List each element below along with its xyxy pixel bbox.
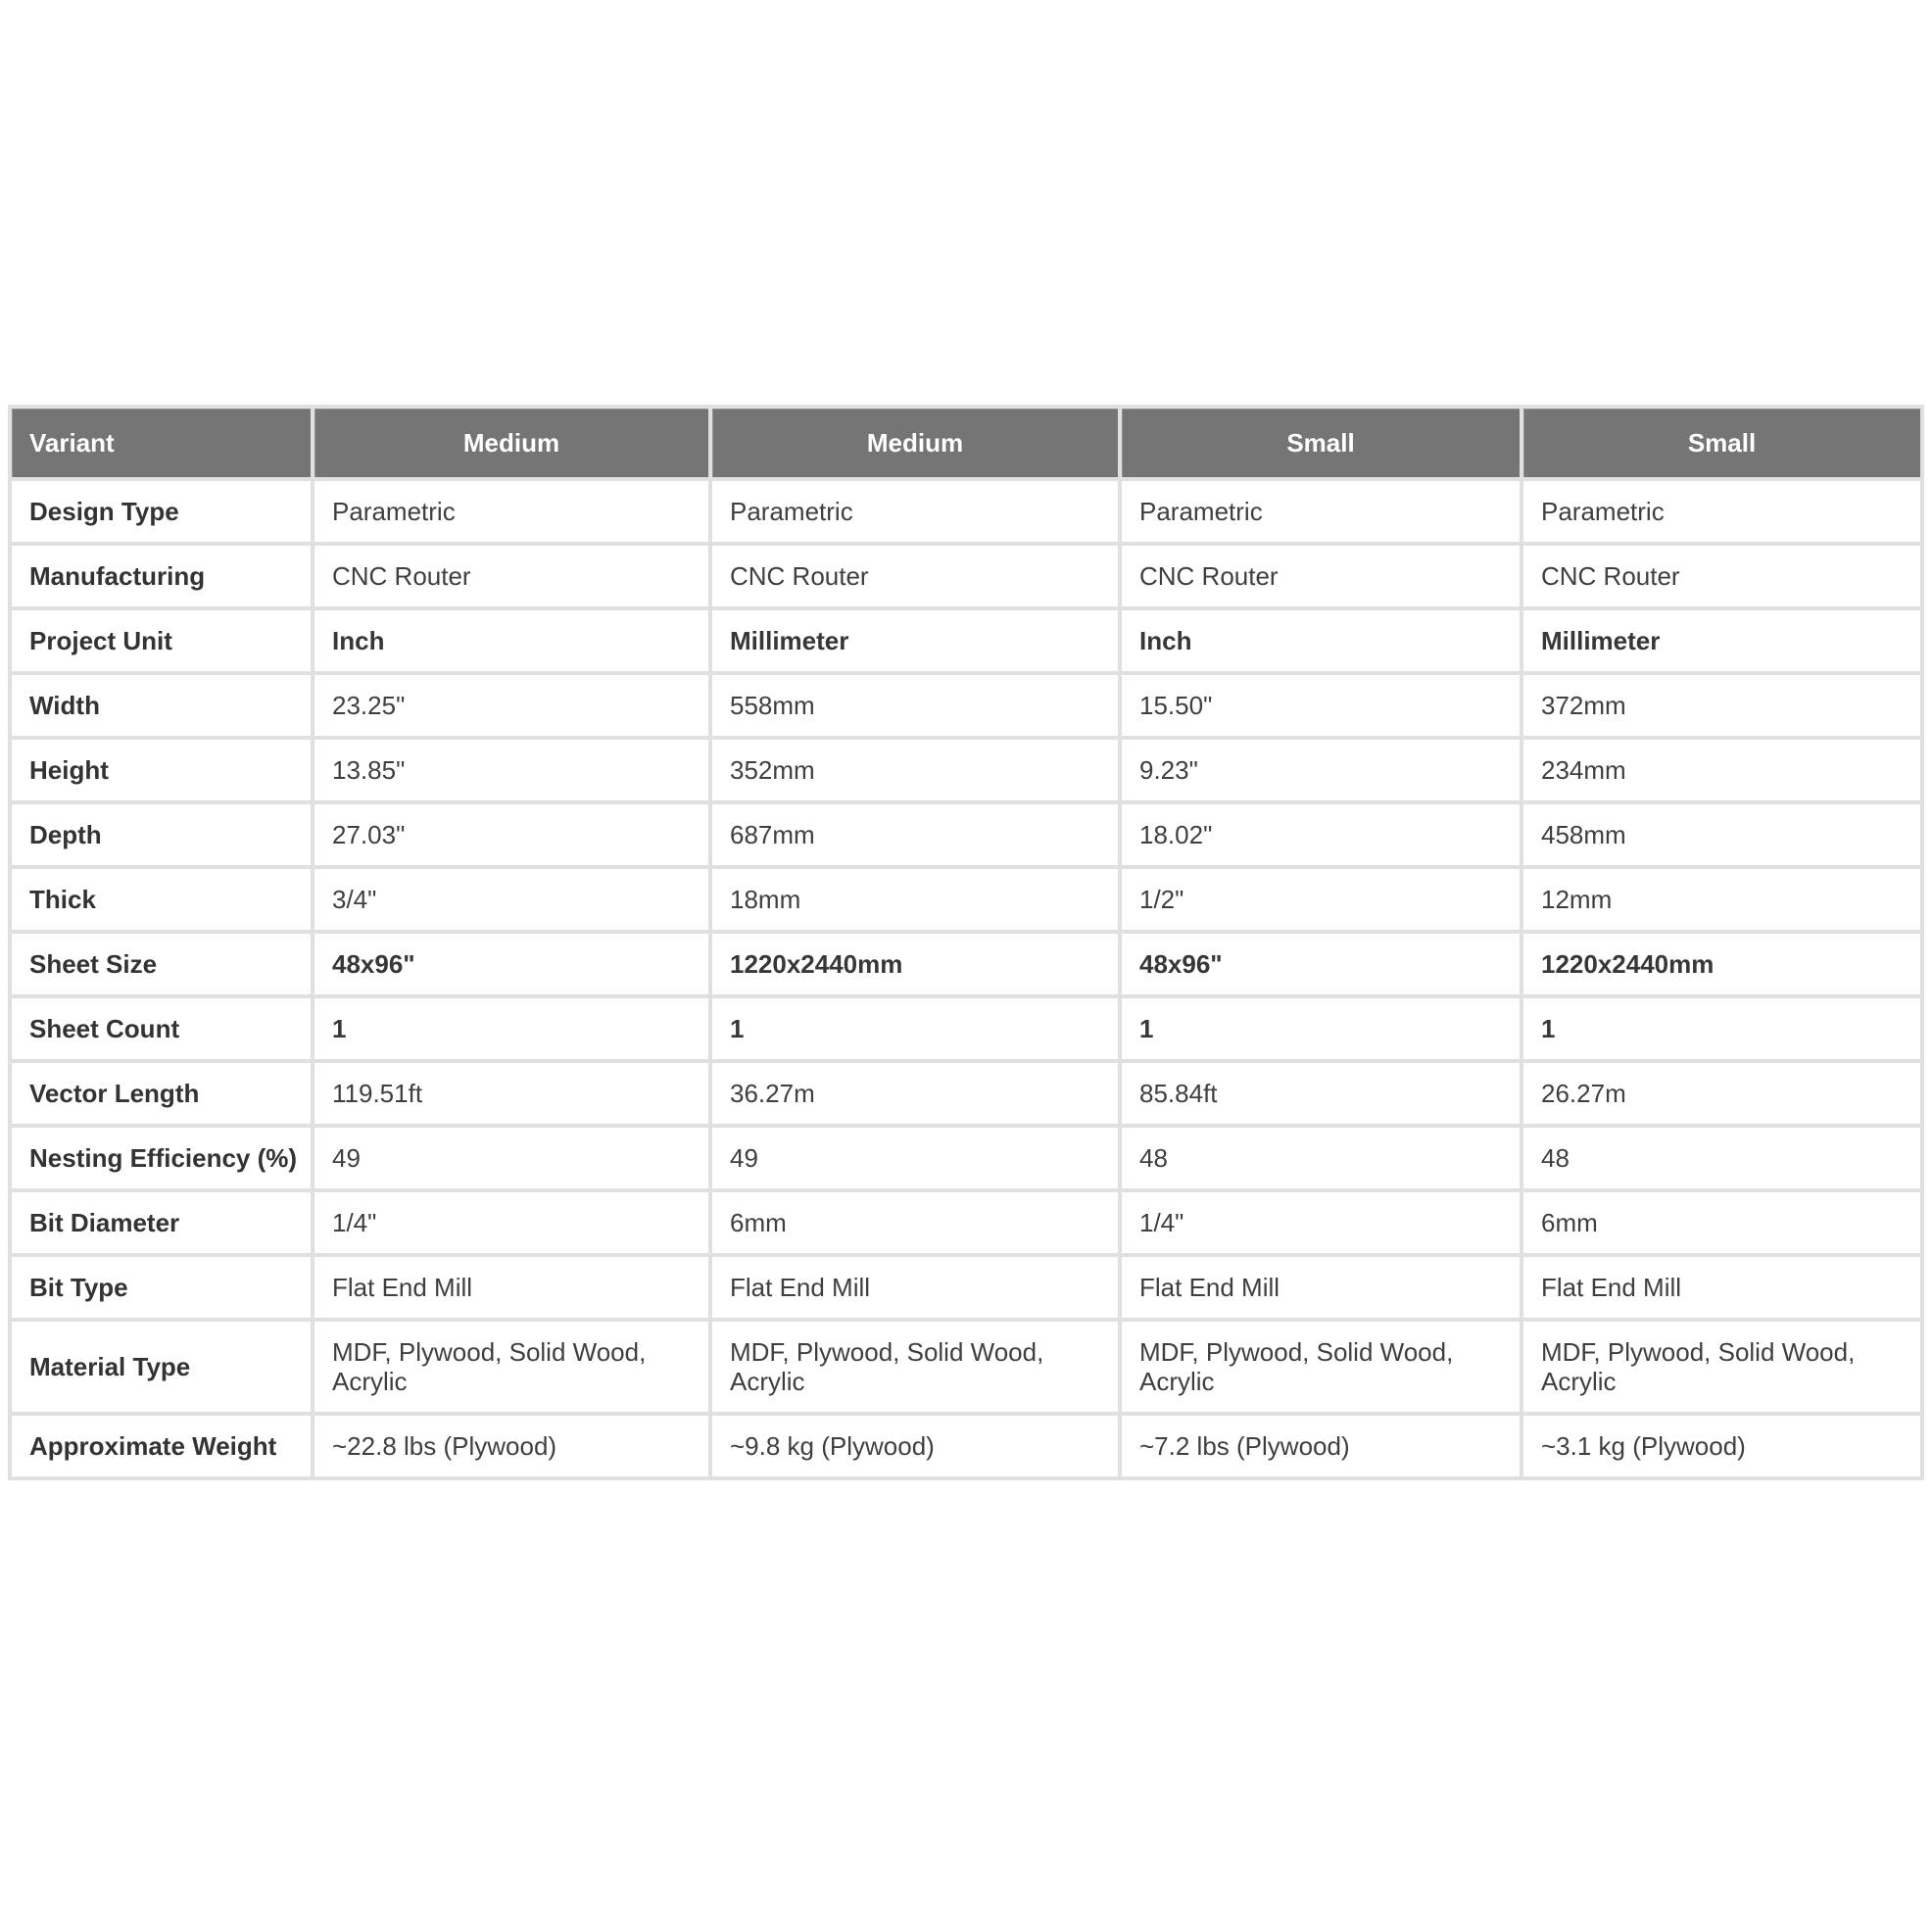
spec-cell: 15.50" — [1122, 675, 1520, 736]
header-col-medium-inch: Medium — [314, 409, 708, 477]
row-label: Nesting Efficiency (%) — [12, 1128, 311, 1188]
spec-cell: 48x96" — [1122, 934, 1520, 994]
spec-cell: 48 — [1523, 1128, 1920, 1188]
spec-cell: 18mm — [712, 869, 1118, 930]
spec-cell: Parametric — [1122, 481, 1520, 542]
spec-cell: Millimeter — [1523, 610, 1920, 671]
spec-cell: 1 — [712, 998, 1118, 1059]
header-row — [12, 409, 1920, 477]
table-row-bit-diameter — [12, 1192, 1920, 1253]
spec-cell: 23.25" — [314, 675, 708, 736]
spec-cell: MDF, Plywood, Solid Wood, Acrylic — [314, 1322, 708, 1412]
spec-cell: ~22.8 lbs (Plywood) — [314, 1416, 708, 1476]
header-col-small-mm: Small — [1523, 409, 1920, 477]
row-label: Sheet Size — [12, 934, 311, 994]
spec-cell: 1 — [1122, 998, 1520, 1059]
table-row-depth — [12, 804, 1920, 865]
table-row-sheet-size — [12, 934, 1920, 994]
header-col-small-inch: Small — [1122, 409, 1520, 477]
spec-cell: ~7.2 lbs (Plywood) — [1122, 1416, 1520, 1476]
spec-cell: 1/2" — [1122, 869, 1520, 930]
row-label: Width — [12, 675, 311, 736]
spec-cell: 27.03" — [314, 804, 708, 865]
table-row-project-unit — [12, 610, 1920, 671]
spec-table — [8, 405, 1924, 1480]
spec-cell: MDF, Plywood, Solid Wood, Acrylic — [1523, 1322, 1920, 1412]
spec-cell: CNC Router — [712, 546, 1118, 606]
table-row-height — [12, 740, 1920, 800]
spec-cell: 558mm — [712, 675, 1118, 736]
spec-cell: Flat End Mill — [1523, 1257, 1920, 1318]
spec-cell: 1 — [1523, 998, 1920, 1059]
row-label: Depth — [12, 804, 311, 865]
spec-cell: 49 — [712, 1128, 1118, 1188]
row-label: Manufacturing — [12, 546, 311, 606]
spec-cell: 687mm — [712, 804, 1118, 865]
spec-cell: 458mm — [1523, 804, 1920, 865]
spec-cell: 49 — [314, 1128, 708, 1188]
spec-cell: 48 — [1122, 1128, 1520, 1188]
spec-cell: CNC Router — [314, 546, 708, 606]
spec-cell: 1/4" — [314, 1192, 708, 1253]
spec-cell: 6mm — [1523, 1192, 1920, 1253]
table-row-thick — [12, 869, 1920, 930]
spec-table-container — [8, 405, 1924, 1480]
spec-cell: 12mm — [1523, 869, 1920, 930]
spec-cell: CNC Router — [1122, 546, 1520, 606]
spec-cell: 18.02" — [1122, 804, 1520, 865]
spec-cell: 3/4" — [314, 869, 708, 930]
spec-cell: Parametric — [314, 481, 708, 542]
spec-cell: 6mm — [712, 1192, 1118, 1253]
table-row-design-type — [12, 481, 1920, 542]
table-row-nesting-efficiency — [12, 1128, 1920, 1188]
spec-cell: Parametric — [1523, 481, 1920, 542]
table-row-manufacturing — [12, 546, 1920, 606]
spec-cell: 85.84ft — [1122, 1063, 1520, 1124]
table-row-sheet-count — [12, 998, 1920, 1059]
spec-cell: Flat End Mill — [712, 1257, 1118, 1318]
spec-cell: Inch — [314, 610, 708, 671]
row-label: Bit Diameter — [12, 1192, 311, 1253]
row-label: Height — [12, 740, 311, 800]
spec-cell: MDF, Plywood, Solid Wood, Acrylic — [712, 1322, 1118, 1412]
spec-cell: 1220x2440mm — [712, 934, 1118, 994]
spec-cell: 352mm — [712, 740, 1118, 800]
spec-cell: 13.85" — [314, 740, 708, 800]
spec-cell: Flat End Mill — [1122, 1257, 1520, 1318]
spec-cell: Millimeter — [712, 610, 1118, 671]
row-label: Material Type — [12, 1322, 311, 1412]
spec-cell: ~3.1 kg (Plywood) — [1523, 1416, 1920, 1476]
spec-cell: 9.23" — [1122, 740, 1520, 800]
row-label: Vector Length — [12, 1063, 311, 1124]
table-row-width — [12, 675, 1920, 736]
row-label: Bit Type — [12, 1257, 311, 1318]
row-label: Sheet Count — [12, 998, 311, 1059]
spec-cell: Inch — [1122, 610, 1520, 671]
spec-cell: 119.51ft — [314, 1063, 708, 1124]
row-label: Approximate Weight — [12, 1416, 311, 1476]
spec-cell: 234mm — [1523, 740, 1920, 800]
table-row-approximate-weight — [12, 1416, 1920, 1476]
table-row-vector-length — [12, 1063, 1920, 1124]
spec-cell: 372mm — [1523, 675, 1920, 736]
header-col-medium-mm: Medium — [712, 409, 1118, 477]
table-row-material-type — [12, 1322, 1920, 1412]
spec-cell: Parametric — [712, 481, 1118, 542]
spec-cell: 1/4" — [1122, 1192, 1520, 1253]
row-label: Thick — [12, 869, 311, 930]
header-variant: Variant — [12, 409, 311, 477]
spec-cell: MDF, Plywood, Solid Wood, Acrylic — [1122, 1322, 1520, 1412]
spec-cell: Flat End Mill — [314, 1257, 708, 1318]
row-label: Design Type — [12, 481, 311, 542]
spec-cell: ~9.8 kg (Plywood) — [712, 1416, 1118, 1476]
spec-cell: 1220x2440mm — [1523, 934, 1920, 994]
spec-cell: 36.27m — [712, 1063, 1118, 1124]
table-row-bit-type — [12, 1257, 1920, 1318]
spec-cell: CNC Router — [1523, 546, 1920, 606]
spec-cell: 48x96" — [314, 934, 708, 994]
spec-cell: 26.27m — [1523, 1063, 1920, 1124]
row-label: Project Unit — [12, 610, 311, 671]
spec-cell: 1 — [314, 998, 708, 1059]
